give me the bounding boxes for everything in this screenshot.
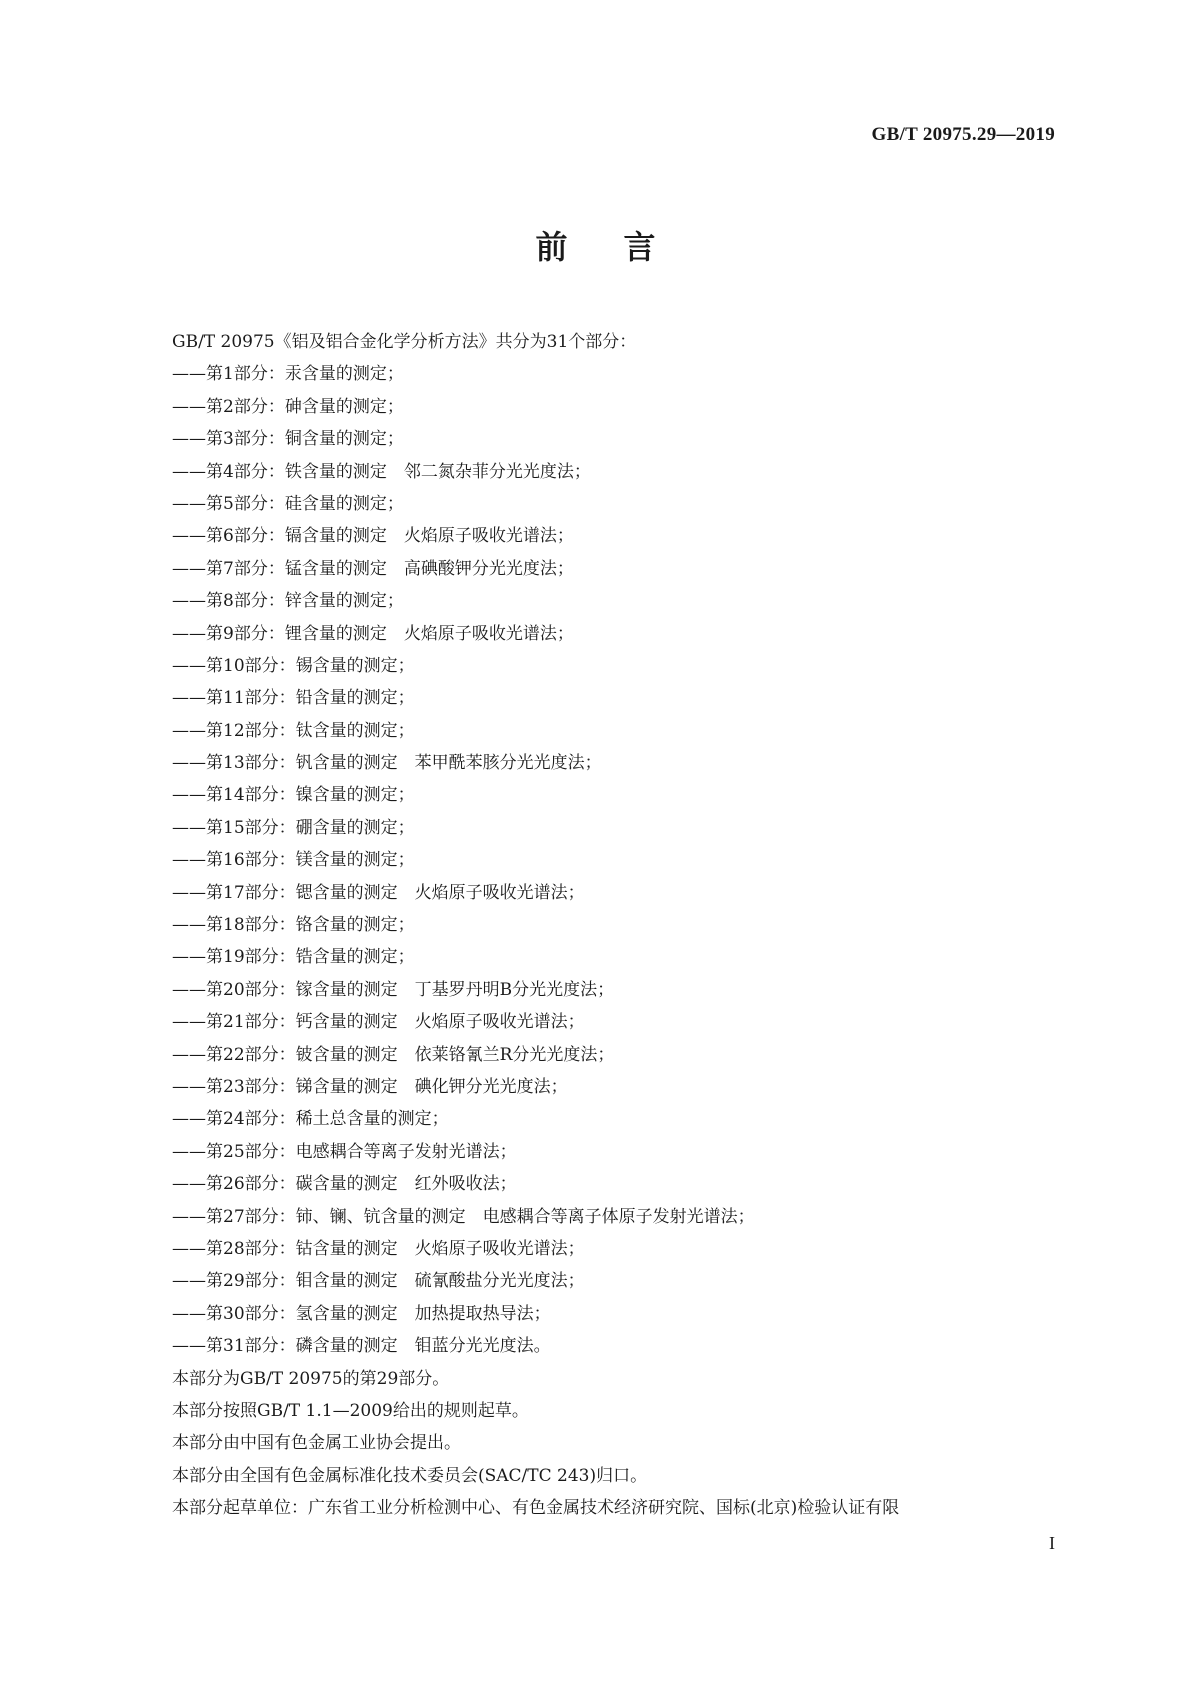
list-item: ——第26部分：碳含量的测定 红外吸收法； [172,1174,517,1195]
list-item: ——第19部分：锆含量的测定； [172,947,415,968]
list-item: ——第30部分：氢含量的测定 加热提取热导法； [172,1303,551,1324]
list-item: ——第23部分：锑含量的测定 碘化钾分光光度法； [172,1076,568,1097]
list-item: ——第7部分：锰含量的测定 高碘酸钾分光光度法； [172,558,574,579]
list-item: ——第2部分：砷含量的测定； [172,396,404,417]
list-item: ——第4部分：铁含量的测定 邻二氮杂菲分光光度法； [172,461,591,482]
list-item: ——第13部分：钒含量的测定 苯甲酰苯胲分光光度法； [172,753,602,774]
list-item: ——第15部分：硼含量的测定； [172,817,415,838]
paragraph-proposer: 本部分由中国有色金属工业协会提出。 [172,1433,461,1454]
parts-list [172,358,1062,1362]
page-title: 前言 [535,228,712,266]
list-item: ——第6部分：镉含量的测定 火焰原子吸收光谱法； [172,526,574,547]
list-item: ——第14部分：镍含量的测定； [172,785,415,806]
list-item: ——第29部分：钼含量的测定 硫氰酸盐分光光度法； [172,1271,585,1292]
list-item: ——第5部分：硅含量的测定； [172,493,404,514]
list-item: ——第12部分：钛含量的测定； [172,720,415,741]
list-item: ——第22部分：铍含量的测定 依莱铬氰兰R分光光度法； [172,1044,615,1065]
list-item: ——第27部分：铈、镧、钪含量的测定 电感耦合等离子体原子发射光谱法； [172,1206,755,1227]
list-item: ——第24部分：稀土总含量的测定； [172,1109,449,1130]
paragraph-drafting-units: 本部分起草单位：广东省工业分析检测中心、有色金属技术经济研究院、国标(北京)检验认证有限 [172,1498,900,1519]
list-item: ——第16部分：镁含量的测定； [172,850,415,871]
list-item: ——第25部分：电感耦合等离子发射光谱法； [172,1141,517,1162]
standard-code: GB/T 20975.29—2019 [871,124,1055,145]
list-item: ——第8部分：锌含量的测定； [172,591,404,612]
paragraph-part-number: 本部分为GB/T 20975的第29部分。 [172,1368,450,1389]
list-item: ——第10部分：锡含量的测定； [172,655,415,676]
list-item: ——第17部分：锶含量的测定 火焰原子吸收光谱法； [172,882,585,903]
closing-paragraphs [172,1363,1062,1525]
list-item: ——第11部分：铅含量的测定； [172,688,415,709]
list-item: ——第21部分：钙含量的测定 火焰原子吸收光谱法； [172,1012,585,1033]
list-item: ——第20部分：镓含量的测定 丁基罗丹明B分光光度法； [172,979,615,1000]
list-item: ——第31部分：磷含量的测定 钼蓝分光光度法。 [172,1336,551,1357]
paragraph-committee: 本部分由全国有色金属标准化技术委员会(SAC/TC 243)归口。 [172,1465,648,1486]
list-item: ——第1部分：汞含量的测定； [172,364,404,385]
list-item: ——第3部分：铜含量的测定； [172,429,404,450]
list-item: ——第18部分：铬含量的测定； [172,915,415,936]
foreword-body [172,326,1062,1524]
page-number: I [1049,1533,1055,1553]
list-item: ——第28部分：钴含量的测定 火焰原子吸收光谱法； [172,1238,585,1259]
intro-line: GB/T 20975《铝及铝合金化学分析方法》共分为31个部分： [172,332,637,352]
list-item: ——第9部分：锂含量的测定 火焰原子吸收光谱法； [172,623,574,644]
paragraph-drafting-rules: 本部分按照GB/T 1.1—2009给出的规则起草。 [172,1400,529,1421]
